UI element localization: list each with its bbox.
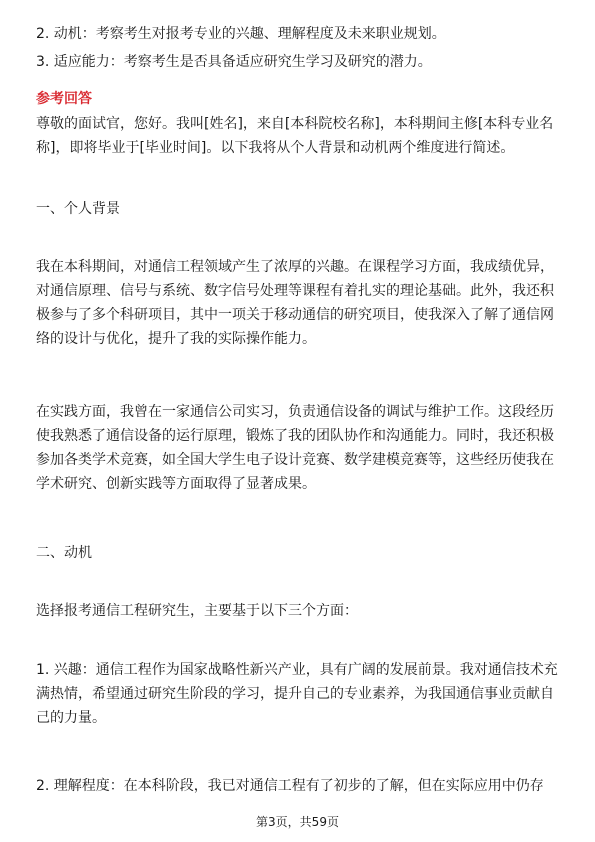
motivation-item-1: 1. 兴趣：通信工程作为国家战略性新兴产业，具有广阔的发展前景。我对通信技术充满热情，希望通过研究生阶段的学习，提升自己的专业素养，为我国通信事业贡献自己的力量。 xyxy=(36,662,558,726)
background-paragraph-2: 在实践方面，我曾在一家通信公司实习，负责通信设备的调试与维护工作。这段经历使我熟悉了通信设备的运行原理，锻炼了我的团队协作和沟通能力。同时，我还积极参加各类学术竞赛，如全国大学生电子设计竞赛、数学建模竞赛等，这些经历使我在学术研究、创新实践等方面取得了显著成果。 xyxy=(36,404,554,492)
motivation-item-2: 2. 理解程度：在本科阶段，我已对通信工程有了初步的了解，但在实际应用中仍存 xyxy=(36,778,544,794)
section-title-background: 一、个人背景 xyxy=(36,201,120,217)
greeting-paragraph: 尊敬的面试官，您好。我叫[姓名]，来自[本科院校名称]，本科期间主修[本科专业名称]，即将毕业于[毕业时间]。以下我将从个人背景和动机两个维度进行简述。 xyxy=(36,116,554,156)
answer-heading: 参考回答 xyxy=(36,91,92,107)
page-number: 第3页，共59页 xyxy=(256,815,339,829)
criteria-item-3: 3. 适应能力：考察考生是否具备适应研究生学习及研究的潜力。 xyxy=(36,54,432,70)
background-paragraph-1: 我在本科期间，对通信工程领域产生了浓厚的兴趣。在课程学习方面，我成绩优异，对通信原理、信号与系统、数字信号处理等课程有着扎实的理论基础。此外，我还积极参与了多个科研项目，其中一项关于移动通信的研究项目，使我深入了解了通信网络的设计与优化，提升了我的实际操作能力。 xyxy=(36,259,554,347)
motivation-intro: 选择报考通信工程研究生，主要基于以下三个方面： xyxy=(36,603,358,619)
section-title-motivation: 二、动机 xyxy=(36,545,92,561)
criteria-item-2: 2. 动机：考察考生对报考专业的兴趣、理解程度及未来职业规划。 xyxy=(36,26,446,42)
